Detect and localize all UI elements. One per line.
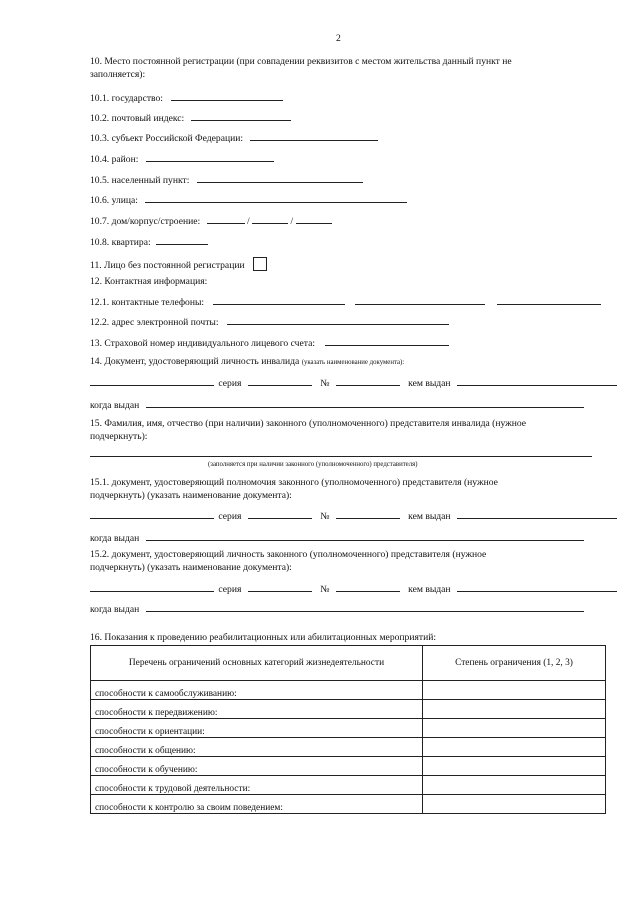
table-row — [91, 738, 606, 757]
page-number: 2 — [336, 33, 341, 44]
table-row — [91, 757, 606, 776]
s15-2-line1: 15.2. документ, удостоверяющий личность законного (уполномоченного) представителя (нужное — [90, 549, 487, 560]
s14-issued-when-label: когда выдан — [90, 400, 140, 411]
s15-1-series-label: серия — [218, 511, 242, 522]
s15-1-issued-when-label: когда выдан — [90, 533, 140, 544]
limitations-table — [90, 645, 606, 814]
s15-1-issued-when-field[interactable] — [146, 531, 584, 541]
locality-label: 10.5. населенный пункт: — [90, 175, 190, 186]
category-cell — [91, 795, 423, 814]
state-row — [90, 91, 283, 105]
s14-when-row — [90, 398, 584, 412]
s15-1-number-field[interactable] — [336, 509, 400, 519]
col-header-degree: Степень ограничения (1, 2, 3) — [423, 646, 606, 681]
s15-note: (заполняется при наличии законного (уполномоченного) представителя) — [208, 461, 418, 468]
s14-doc-name-field[interactable] — [90, 376, 214, 386]
house-label: 10.7. дом/корпус/строение: — [90, 216, 201, 227]
street-label: 10.6. улица: — [90, 195, 138, 206]
s15-2-number-field[interactable] — [336, 582, 400, 592]
category-cell — [91, 757, 423, 776]
category-cell — [91, 776, 423, 795]
category-cell — [91, 681, 423, 700]
house-row — [90, 214, 332, 228]
state-label: 10.1. государство: — [90, 93, 163, 104]
s15-2-doc-row — [90, 582, 617, 596]
s15-2-number-label: № — [320, 584, 330, 595]
s15-1-number-label: № — [320, 511, 330, 522]
s14-note: (указать наименование документа): — [301, 359, 405, 366]
locality-field[interactable] — [197, 173, 363, 183]
apartment-field[interactable] — [156, 235, 208, 245]
postcode-row — [90, 111, 291, 125]
separator-slash: / — [290, 216, 294, 227]
category-label: способности к передвижению: — [95, 708, 218, 718]
phone-field-3[interactable] — [497, 295, 601, 305]
s15-1-line1: 15.1. документ, удостоверяющий полномочия законного (уполномоченного) представителя (нужное — [90, 477, 498, 488]
district-row — [90, 152, 274, 166]
s14-number-field[interactable] — [336, 376, 400, 386]
s14-title-row — [90, 356, 404, 368]
subject-label: 10.3. субъект Российской Федерации: — [90, 133, 244, 144]
s15-1-doc-name-field[interactable] — [90, 509, 214, 519]
s10-title-cont: заполняется): — [90, 69, 146, 80]
s14-issued-by-field[interactable] — [457, 376, 617, 386]
apartment-row — [90, 235, 208, 249]
degree-cell[interactable] — [423, 776, 606, 795]
postcode-label: 10.2. почтовый индекс: — [90, 113, 185, 124]
structure-field[interactable] — [296, 214, 332, 224]
category-cell — [91, 719, 423, 738]
s15-2-line2: подчеркнуть) (указать наименование документа): — [90, 562, 292, 573]
degree-cell[interactable] — [423, 700, 606, 719]
district-label: 10.4. район: — [90, 154, 139, 165]
degree-cell[interactable] — [423, 738, 606, 757]
table-row — [91, 681, 606, 700]
table-row — [91, 795, 606, 814]
s15-2-issued-when-field[interactable] — [146, 602, 584, 612]
no-registration-checkbox[interactable] — [253, 257, 267, 271]
s13-row — [90, 336, 449, 350]
s14-series-field[interactable] — [248, 376, 312, 386]
s13-label: 13. Страховой номер индивидуального лицевого счета: — [90, 338, 315, 349]
snils-field[interactable] — [325, 336, 449, 346]
postcode-field[interactable] — [191, 111, 291, 121]
s10-title: 10. Место постоянной регистрации (при совпадении реквизитов с местом жительства данный пункт не — [90, 56, 512, 67]
s15-1-series-field[interactable] — [248, 509, 312, 519]
s15-2-issued-when-label: когда выдан — [90, 604, 140, 615]
s15-2-series-label: серия — [218, 584, 242, 595]
degree-cell[interactable] — [423, 795, 606, 814]
category-cell — [91, 738, 423, 757]
phones-label: 12.1. контактные телефоны: — [90, 297, 205, 308]
s15-1-doc-row — [90, 509, 617, 523]
category-cell — [91, 700, 423, 719]
col-header-categories: Перечень ограничений основных категорий жизнедеятельности — [91, 646, 423, 681]
s15-1-issued-by-field[interactable] — [457, 509, 617, 519]
s16-title: 16. Показания к проведению реабилитационных или абилитационных мероприятий: — [90, 632, 437, 643]
phones-row — [90, 295, 601, 309]
category-label: способности к контролю за своим поведением: — [95, 803, 283, 813]
apartment-label: 10.8. квартира: — [90, 237, 151, 248]
s15-1-line2: подчеркнуть) (указать наименование документа): — [90, 490, 292, 501]
s14-issued-when-field[interactable] — [146, 398, 584, 408]
table-row — [91, 776, 606, 795]
state-field[interactable] — [171, 91, 283, 101]
table-row — [91, 719, 606, 738]
s14-doc-row — [90, 376, 617, 390]
phone-field-1[interactable] — [213, 295, 345, 305]
s15-line1: 15. Фамилия, имя, отчество (при наличии) законного (уполномоченного) представителя инвалида (нужное — [90, 418, 527, 429]
degree-cell[interactable] — [423, 719, 606, 738]
category-label: способности к ориентации: — [95, 727, 205, 737]
category-label: способности к самообслуживанию: — [95, 689, 237, 699]
street-row — [90, 193, 407, 207]
table-header-row — [91, 646, 606, 681]
s15-name-field[interactable] — [90, 456, 592, 457]
s14-title: 14. Документ, удостоверяющий личность инвалида — [90, 356, 300, 367]
s12-title: 12. Контактная информация: — [90, 276, 208, 287]
s11-row — [90, 257, 267, 272]
street-field[interactable] — [145, 193, 407, 203]
s14-number-label: № — [320, 378, 330, 389]
email-row — [90, 315, 449, 329]
subject-field[interactable] — [250, 131, 378, 141]
s11-label: 11. Лицо без постоянной регистрации — [90, 260, 245, 271]
s14-issued-by-label: кем выдан — [408, 378, 451, 389]
district-field[interactable] — [146, 152, 274, 162]
s14-series-label: серия — [218, 378, 242, 389]
s15-2-series-field[interactable] — [248, 582, 312, 592]
category-label: способности к общению: — [95, 746, 196, 756]
degree-cell[interactable] — [423, 681, 606, 700]
email-label: 12.2. адрес электронной почты: — [90, 317, 219, 328]
email-field[interactable] — [227, 315, 449, 325]
separator-slash: / — [246, 216, 250, 227]
s15-2-doc-name-field[interactable] — [90, 582, 214, 592]
s15-1-issued-by-label: кем выдан — [408, 511, 451, 522]
locality-row — [90, 173, 363, 187]
s15-1-when-row — [90, 531, 584, 545]
subject-row — [90, 131, 378, 145]
degree-cell[interactable] — [423, 757, 606, 776]
s15-line2: подчеркнуть): — [90, 431, 148, 442]
category-label: способности к обучению: — [95, 765, 198, 775]
phone-field-2[interactable] — [355, 295, 485, 305]
category-label: способности к трудовой деятельности: — [95, 784, 251, 794]
building-field[interactable] — [252, 214, 288, 224]
s15-2-when-row — [90, 602, 584, 616]
table-row — [91, 700, 606, 719]
s15-2-issued-by-label: кем выдан — [408, 584, 451, 595]
s15-2-issued-by-field[interactable] — [457, 582, 617, 592]
house-field[interactable] — [207, 214, 245, 224]
